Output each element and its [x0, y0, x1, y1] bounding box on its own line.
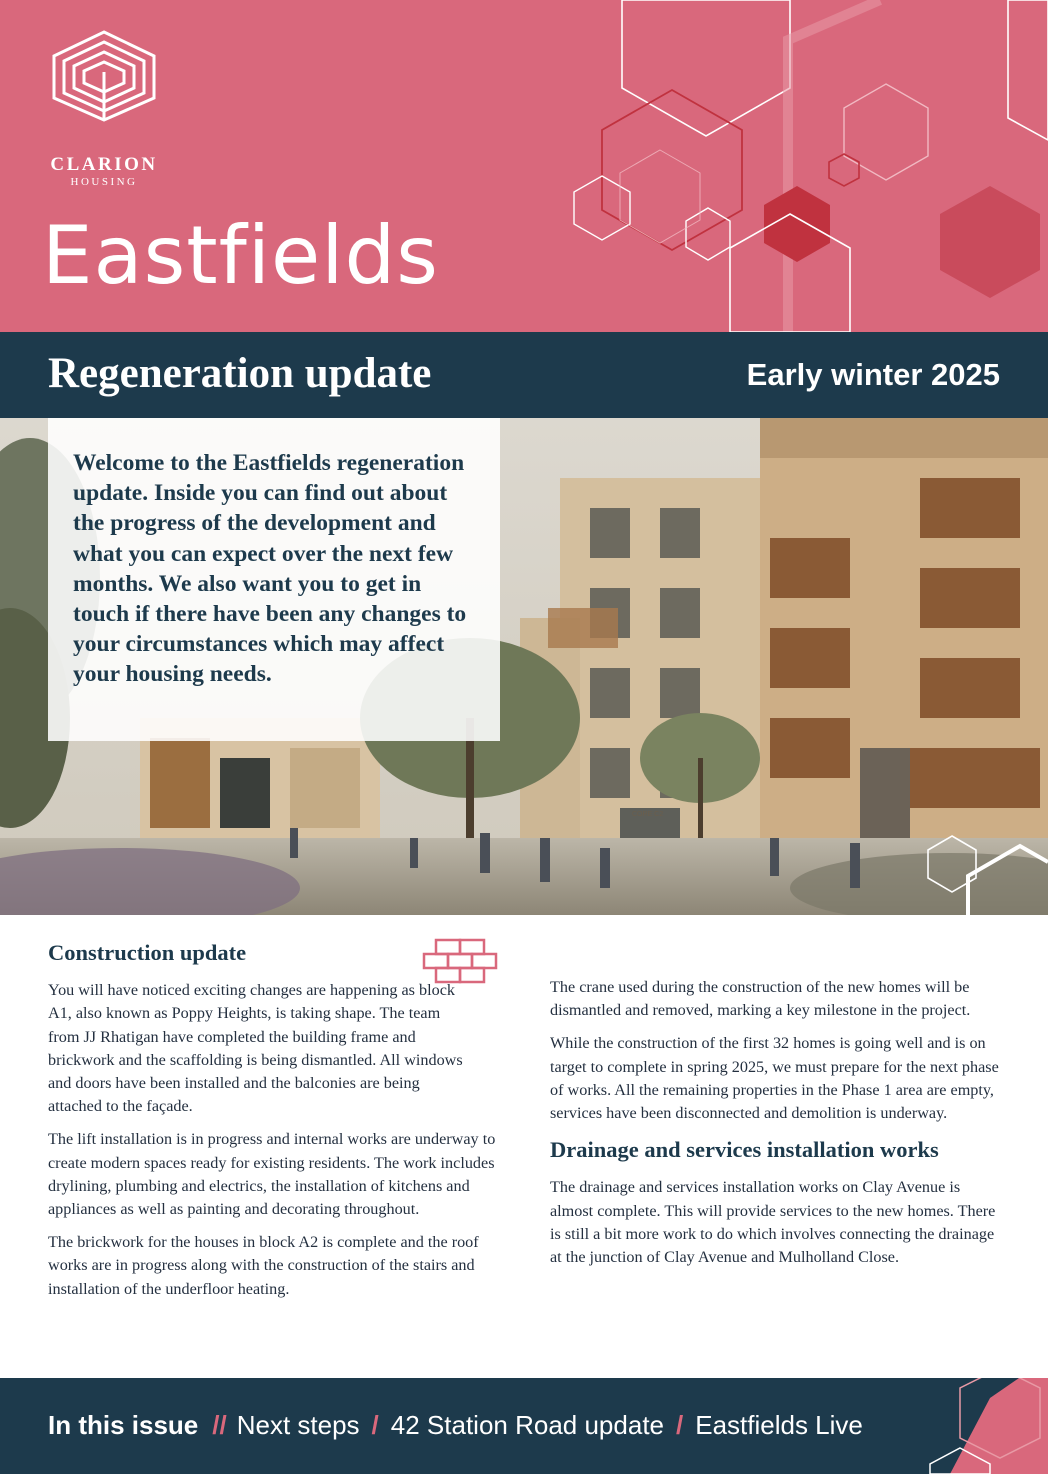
- intro-panel: [48, 418, 500, 741]
- separator: /: [371, 1410, 379, 1440]
- drainage-paragraph: The drainage and services installation works on Clay Avenue is almost complete. This will provide services to the new homes. There is still a bit more work to do which involves connecting the drainage at the junction of Clay Avenue and Mulholland Close.: [550, 1178, 996, 1267]
- newsletter-title: Regeneration update: [48, 350, 432, 397]
- logo-subtitle: HOUSING: [70, 176, 138, 188]
- separator: /: [676, 1410, 684, 1440]
- in-this-issue-label: In this issue: [48, 1410, 199, 1440]
- clarion-logo: [48, 30, 160, 190]
- crane-paragraph: The crane used during the construction of the new homes will be dismantled and removed, marking a key milestone in the project.: [550, 978, 971, 1020]
- issue-item-station-road[interactable]: 42 Station Road update: [390, 1410, 664, 1440]
- core-sign-label: CORE C2: [632, 811, 664, 818]
- issue-item-next-steps[interactable]: Next steps: [236, 1410, 360, 1440]
- in-this-issue-line: [48, 1410, 863, 1441]
- separator: //: [212, 1410, 227, 1440]
- intro-text: Welcome to the Eastfields regeneration update. Inside you can find out about the progress of the development and what you can expect over the next few months. We also want you to get in touch if there have been any changes to your circumstances which may affect your housing needs.: [73, 450, 467, 688]
- brick-wall-icon: [422, 938, 498, 990]
- hero-illustration: [0, 418, 1048, 915]
- construction-paragraph: The brickwork for the houses in block A2 is complete and the roof works are in progress along with the construction of the stairs and installation of the underfloor heating.: [48, 1233, 479, 1298]
- logo-name: CLARION: [50, 154, 158, 175]
- issue-date: Early winter 2025: [746, 357, 1000, 392]
- drainage-heading: Drainage and services installation works: [550, 1137, 939, 1163]
- right-column: [550, 976, 1002, 1279]
- phase-paragraph: While the construction of the first 32 homes is going well and is on target to complete in spring 2025, we must prepare for the next phase of works. All the remaining properties in the Phase 1 area are empty, services have been disconnected and demolition is underway.: [550, 1034, 999, 1123]
- construction-section: [48, 938, 500, 1311]
- page-title: Eastfields: [42, 209, 439, 302]
- issue-item-eastfields-live[interactable]: Eastfields Live: [695, 1410, 863, 1440]
- clarion-cube-logo-icon: [52, 30, 156, 122]
- construction-paragraph: The lift installation is in progress and internal works are underway to create modern spaces ready for existing residents. The work includes drylining, plumbing and electrics, the installation of kitchens and appliances as well as painting and decorating throughout.: [48, 1130, 496, 1219]
- construction-heading: Construction update: [48, 940, 247, 965]
- header-banner: [0, 0, 1048, 332]
- subtitle-bar: [0, 332, 1048, 418]
- construction-paragraph: You will have noticed exciting changes are happening as block A1, also known as Poppy Heights, is taking shape. The team from JJ Rhatigan have completed the building frame and brickwork and the scaffolding is being dismantled. All windows and doors have been installed and the balconies are being attached to the façade.: [48, 981, 463, 1116]
- footer-bar: [0, 1378, 1048, 1474]
